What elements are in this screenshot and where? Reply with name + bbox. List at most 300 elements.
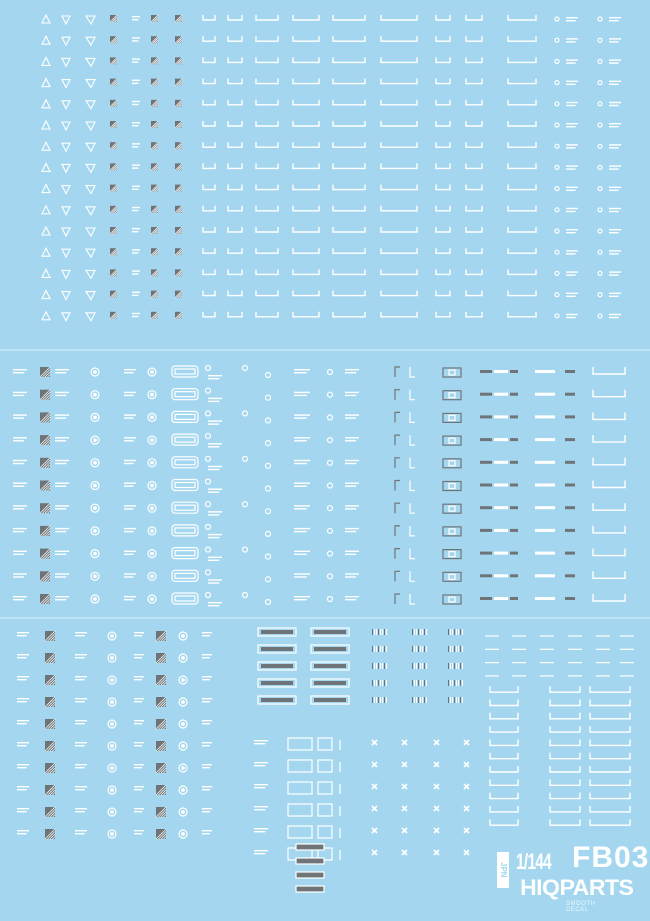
white-bar-mark — [494, 484, 508, 487]
panel-inner-mark — [175, 392, 195, 397]
barcode-mark — [386, 663, 387, 669]
barcode-mark — [372, 663, 373, 669]
barcode-mark — [460, 680, 461, 686]
caution-text-mark — [13, 392, 27, 393]
caution-text-mark — [254, 784, 268, 785]
bracket-mark — [436, 36, 450, 41]
bracket-mark — [466, 100, 482, 105]
bracket-mark — [228, 121, 242, 126]
caution-text-mark — [208, 446, 219, 447]
bracket-mark — [466, 79, 482, 84]
circle-label-mark — [609, 296, 619, 297]
bracket-mark — [256, 163, 278, 168]
bracket-mark — [256, 248, 278, 253]
small-circle-mark — [328, 574, 333, 579]
circle-label-mark — [609, 123, 621, 124]
circle-mark — [555, 17, 559, 21]
caution-text-mark — [55, 414, 69, 415]
barcode-mark — [458, 629, 459, 635]
caution-text-mark — [13, 599, 24, 600]
gray-bar-mark — [510, 438, 518, 441]
caution-text-mark — [132, 40, 138, 41]
gray-bar-mark — [510, 597, 518, 600]
bracket-mark — [466, 206, 482, 211]
gray-panel-mark — [296, 872, 324, 878]
small-circle-mark — [266, 395, 271, 400]
gray-bar-mark — [565, 461, 575, 464]
brand-name: HIQPARTS — [520, 875, 634, 900]
caution-text-mark — [254, 743, 265, 744]
caution-text-mark — [134, 767, 142, 768]
barcode-mark — [372, 646, 373, 652]
barcode-mark — [452, 680, 453, 686]
barcode-mark — [448, 629, 449, 635]
small-circle-mark — [243, 456, 248, 461]
product-code: FB03 — [572, 841, 650, 874]
small-circle-mark — [243, 366, 248, 371]
circle-mark — [598, 102, 602, 106]
triangle-up-mark — [42, 15, 50, 23]
caution-text-mark — [134, 676, 144, 677]
caution-text-mark — [294, 417, 307, 418]
ring-dot-mark — [94, 416, 97, 419]
caution-text-mark — [254, 806, 268, 807]
barcode-mark — [422, 646, 423, 652]
caution-text-mark — [132, 167, 138, 168]
barcode-mark — [426, 646, 427, 652]
bracket-mark — [256, 121, 278, 126]
ring-dot-mark — [151, 598, 154, 601]
ring-dot-mark — [111, 767, 114, 770]
bracket-mark — [381, 36, 417, 41]
barcode-mark — [374, 663, 375, 669]
barcode-mark — [452, 646, 453, 652]
bracket-mark — [333, 36, 365, 41]
corner-bracket-mark — [410, 503, 415, 513]
caution-text-mark — [134, 745, 142, 746]
ring-dot-mark — [111, 679, 114, 682]
ring-dot-mark — [182, 701, 185, 704]
circle-label-mark — [609, 317, 619, 318]
caution-text-mark — [345, 551, 359, 552]
long-bracket-mark — [590, 686, 630, 692]
caution-text-mark — [208, 582, 219, 583]
caution-text-mark — [345, 463, 356, 464]
triangle-down-mark — [62, 270, 70, 278]
caution-text-mark — [75, 745, 85, 746]
small-circle-mark — [206, 411, 211, 416]
circle-label-mark — [566, 168, 576, 169]
caution-text-mark — [124, 414, 136, 415]
barcode-mark — [456, 646, 457, 652]
barcode-mark — [424, 629, 425, 635]
barcode-mark — [420, 697, 421, 703]
frame-mark — [443, 368, 461, 377]
caution-text-mark — [13, 576, 24, 577]
barcode-mark — [456, 629, 457, 635]
long-bracket-mark — [550, 686, 580, 692]
rounded-panel-mark — [172, 593, 198, 604]
gray-bar-mark — [510, 484, 518, 487]
bracket-mark — [508, 121, 536, 126]
small-circle-mark — [266, 463, 271, 468]
caution-text-mark — [55, 596, 69, 597]
barcode-mark — [380, 646, 381, 652]
circle-label-mark — [609, 105, 619, 106]
caution-text-mark — [13, 463, 24, 464]
barcode-mark — [448, 646, 449, 652]
caution-text-mark — [132, 58, 140, 59]
bracket-mark — [203, 142, 215, 147]
caution-text-mark — [134, 632, 144, 633]
bracket-mark — [593, 412, 625, 419]
circle-mark — [555, 102, 559, 106]
circle-label-mark — [566, 165, 578, 166]
circle-label-mark — [566, 250, 578, 251]
long-bracket-mark — [490, 819, 518, 825]
caution-text-mark — [208, 375, 222, 376]
caution-text-mark — [345, 395, 356, 396]
corner-bracket-mark — [410, 481, 415, 491]
corner-bracket-mark — [410, 390, 415, 400]
corner-bracket-mark — [410, 435, 415, 445]
caution-text-mark — [132, 252, 138, 253]
triangle-down-mark — [62, 80, 70, 88]
caution-text-mark — [132, 295, 138, 296]
caution-text-mark — [254, 850, 268, 851]
bracket-mark — [256, 291, 278, 296]
barcode-mark — [422, 697, 423, 703]
white-bar-mark — [494, 529, 508, 532]
caution-text-mark — [202, 635, 210, 636]
gray-panel-mark — [296, 844, 324, 850]
bracket-mark — [593, 435, 625, 442]
bracket-mark — [466, 57, 482, 62]
caution-text-mark — [134, 698, 144, 699]
triangle-up-mark — [42, 57, 50, 65]
frame-mark — [443, 413, 461, 422]
corner-bracket-mark — [395, 526, 400, 536]
circle-label-mark — [566, 62, 576, 63]
barcode-mark — [454, 697, 455, 703]
circle-label-mark — [609, 62, 619, 63]
caution-text-mark — [132, 61, 138, 62]
circle-label-mark — [566, 187, 578, 188]
bracket-mark — [333, 227, 365, 232]
small-circle-mark — [266, 373, 271, 378]
circle-label-mark — [566, 271, 578, 272]
bracket-mark — [228, 36, 242, 41]
circle-label-mark — [566, 59, 578, 60]
circle-mark — [598, 271, 602, 275]
caution-text-mark — [55, 505, 69, 506]
circle-label-mark — [566, 211, 576, 212]
barcode-mark — [420, 663, 421, 669]
hatched-panel-fill — [261, 647, 293, 651]
circle-mark — [598, 314, 602, 318]
caution-text-mark — [55, 440, 66, 441]
bracket-mark — [333, 185, 365, 190]
bracket-mark — [293, 57, 319, 62]
bracket-mark — [228, 206, 242, 211]
bracket-mark — [203, 312, 215, 317]
circle-label-mark — [609, 253, 619, 254]
caution-text-mark — [202, 789, 210, 790]
triangle-down-mark — [62, 16, 70, 24]
bracket-mark — [466, 227, 482, 232]
ring-dot-mark — [182, 767, 185, 770]
triangle-down-mark — [86, 143, 95, 151]
white-bar-mark — [494, 597, 508, 600]
caution-text-mark — [75, 657, 85, 658]
rounded-panel-mark — [172, 502, 198, 513]
frame-inner-mark — [449, 370, 455, 375]
caution-text-mark — [132, 146, 138, 147]
barcode-mark — [450, 680, 451, 686]
caution-text-mark — [13, 531, 24, 532]
triangle-down-mark — [86, 164, 95, 172]
bracket-mark — [256, 15, 278, 20]
triangle-down-mark — [86, 58, 95, 66]
barcode-mark — [462, 663, 463, 669]
barcode-mark — [426, 680, 427, 686]
small-circle-mark — [328, 551, 333, 556]
white-bar-mark — [535, 552, 555, 555]
caution-text-mark — [75, 635, 85, 636]
triangle-up-mark — [42, 185, 50, 193]
circle-label-mark — [609, 211, 619, 212]
caution-text-mark — [294, 372, 307, 373]
panel-inner-mark — [175, 369, 195, 374]
bracket-mark — [381, 142, 417, 147]
square-frame-mark — [318, 760, 332, 772]
bracket-mark — [436, 163, 450, 168]
barcode-mark — [426, 697, 427, 703]
caution-text-mark — [124, 576, 134, 577]
small-circle-mark — [266, 509, 271, 514]
caution-text-mark — [55, 554, 66, 555]
long-bracket-mark — [590, 766, 630, 772]
caution-text-mark — [134, 789, 142, 790]
gray-bar-mark — [565, 506, 575, 509]
caution-text-mark — [13, 508, 24, 509]
ring-dot-mark — [94, 598, 97, 601]
triangle-down-mark — [86, 270, 95, 278]
caution-text-mark — [132, 19, 138, 20]
bracket-mark — [508, 185, 536, 190]
caution-text-mark — [75, 811, 85, 812]
barcode-mark — [450, 697, 451, 703]
caution-text-mark — [345, 599, 356, 600]
caution-text-mark — [132, 231, 138, 232]
bracket-mark — [203, 248, 215, 253]
long-bracket-mark — [550, 753, 580, 759]
small-circle-mark — [266, 418, 271, 423]
triangle-down-mark — [62, 143, 70, 151]
caution-text-mark — [254, 740, 268, 741]
triangle-up-mark — [42, 79, 50, 87]
ring-dot-mark — [94, 552, 97, 555]
caution-text-mark — [13, 483, 27, 484]
caution-text-mark — [294, 369, 310, 370]
small-circle-mark — [206, 593, 211, 598]
circle-mark — [598, 123, 602, 127]
circle-mark — [598, 229, 602, 233]
circle-label-mark — [609, 126, 619, 127]
small-circle-mark — [328, 438, 333, 443]
bracket-mark — [228, 248, 242, 253]
white-bar-mark — [535, 461, 555, 464]
barcode-mark — [376, 629, 377, 635]
barcode-mark — [460, 663, 461, 669]
white-bar-mark — [494, 415, 508, 418]
caution-text-mark — [75, 789, 85, 790]
ring-dot-mark — [151, 371, 154, 374]
caution-text-mark — [13, 440, 24, 441]
bracket-mark — [593, 390, 625, 397]
bracket-mark — [256, 206, 278, 211]
circle-mark — [598, 81, 602, 85]
caution-text-mark — [132, 122, 140, 123]
circle-label-mark — [609, 38, 621, 39]
hatched-panel-fill — [261, 664, 293, 668]
caution-text-mark — [208, 511, 222, 512]
caution-text-mark — [254, 853, 265, 854]
caution-text-mark — [202, 830, 212, 831]
caution-text-mark — [124, 554, 134, 555]
bracket-mark — [293, 291, 319, 296]
caution-text-mark — [75, 767, 85, 768]
triangle-down-mark — [86, 292, 95, 300]
caution-text-mark — [124, 440, 134, 441]
scale-label: 1/144 — [516, 849, 552, 874]
caution-text-mark — [345, 528, 359, 529]
barcode-mark — [456, 697, 457, 703]
long-bracket-mark — [490, 739, 518, 745]
bracket-mark — [436, 142, 450, 147]
barcode-mark — [456, 680, 457, 686]
caution-text-mark — [17, 635, 27, 636]
bracket-mark — [466, 36, 482, 41]
caution-text-mark — [134, 657, 142, 658]
panel-inner-mark — [175, 596, 195, 601]
bracket-mark — [203, 100, 215, 105]
corner-bracket-mark — [410, 412, 415, 422]
caution-text-mark — [345, 437, 359, 438]
gray-bar-mark — [510, 370, 518, 373]
gray-bar-mark — [480, 415, 492, 418]
caution-text-mark — [208, 492, 219, 493]
caution-text-mark — [13, 437, 27, 438]
barcode-mark — [420, 629, 421, 635]
long-bracket-mark — [490, 779, 518, 785]
caution-text-mark — [55, 463, 66, 464]
barcode-mark — [416, 629, 417, 635]
barcode-mark — [382, 697, 383, 703]
caution-text-mark — [132, 186, 140, 187]
bracket-mark — [508, 291, 536, 296]
circle-label-mark — [566, 41, 576, 42]
bracket-mark — [333, 142, 365, 147]
long-bracket-mark — [550, 806, 580, 812]
ring-dot-mark — [94, 439, 97, 442]
caution-text-mark — [75, 654, 87, 655]
caution-text-mark — [208, 489, 222, 490]
triangle-down-mark — [62, 101, 70, 109]
ring-dot-mark — [151, 530, 154, 533]
triangle-down-mark — [86, 37, 95, 45]
caution-text-mark — [294, 437, 310, 438]
caution-text-mark — [132, 101, 140, 102]
caution-text-mark — [202, 723, 210, 724]
bracket-mark — [381, 269, 417, 274]
caution-text-mark — [124, 508, 134, 509]
bracket-mark — [203, 121, 215, 126]
white-bar-mark — [494, 574, 508, 577]
caution-text-mark — [132, 270, 140, 271]
bracket-mark — [466, 15, 482, 20]
caution-text-mark — [294, 505, 310, 506]
caution-text-mark — [55, 599, 66, 600]
barcode-mark — [386, 680, 387, 686]
small-circle-mark — [243, 411, 248, 416]
bracket-mark — [256, 227, 278, 232]
circle-mark — [555, 144, 559, 148]
barcode-mark — [462, 680, 463, 686]
barcode-mark — [418, 663, 419, 669]
barcode-mark — [460, 697, 461, 703]
barcode-mark — [454, 680, 455, 686]
bracket-mark — [256, 36, 278, 41]
long-bracket-mark — [550, 700, 580, 706]
barcode-mark — [414, 697, 415, 703]
circle-label-mark — [566, 208, 578, 209]
barcode-mark — [416, 680, 417, 686]
caution-text-mark — [17, 789, 27, 790]
bracket-mark — [593, 481, 625, 488]
caution-text-mark — [202, 698, 212, 699]
caution-text-mark — [55, 417, 66, 418]
bracket-mark — [203, 15, 215, 20]
caution-text-mark — [294, 576, 307, 577]
small-circle-mark — [266, 600, 271, 605]
caution-text-mark — [294, 551, 310, 552]
caution-text-mark — [294, 531, 307, 532]
barcode-mark — [462, 697, 463, 703]
frame-mark — [443, 504, 461, 513]
bracket-mark — [228, 142, 242, 147]
circle-label-mark — [609, 274, 619, 275]
frame-inner-mark — [449, 597, 455, 602]
circle-label-mark — [566, 293, 578, 294]
small-circle-mark — [328, 392, 333, 397]
hatched-panel-fill — [314, 681, 346, 685]
barcode-mark — [454, 663, 455, 669]
triangle-down-mark — [86, 207, 95, 215]
caution-text-mark — [132, 189, 138, 190]
caution-text-mark — [208, 514, 219, 515]
ring-dot-mark — [182, 833, 185, 836]
circle-mark — [555, 81, 559, 85]
caution-text-mark — [134, 635, 142, 636]
frame-mark — [443, 527, 461, 536]
barcode-mark — [380, 697, 381, 703]
long-bracket-mark — [590, 739, 630, 745]
barcode-mark — [382, 663, 383, 669]
caution-text-mark — [132, 37, 140, 38]
gray-bar-mark — [510, 529, 518, 532]
white-bar-mark — [535, 438, 555, 441]
